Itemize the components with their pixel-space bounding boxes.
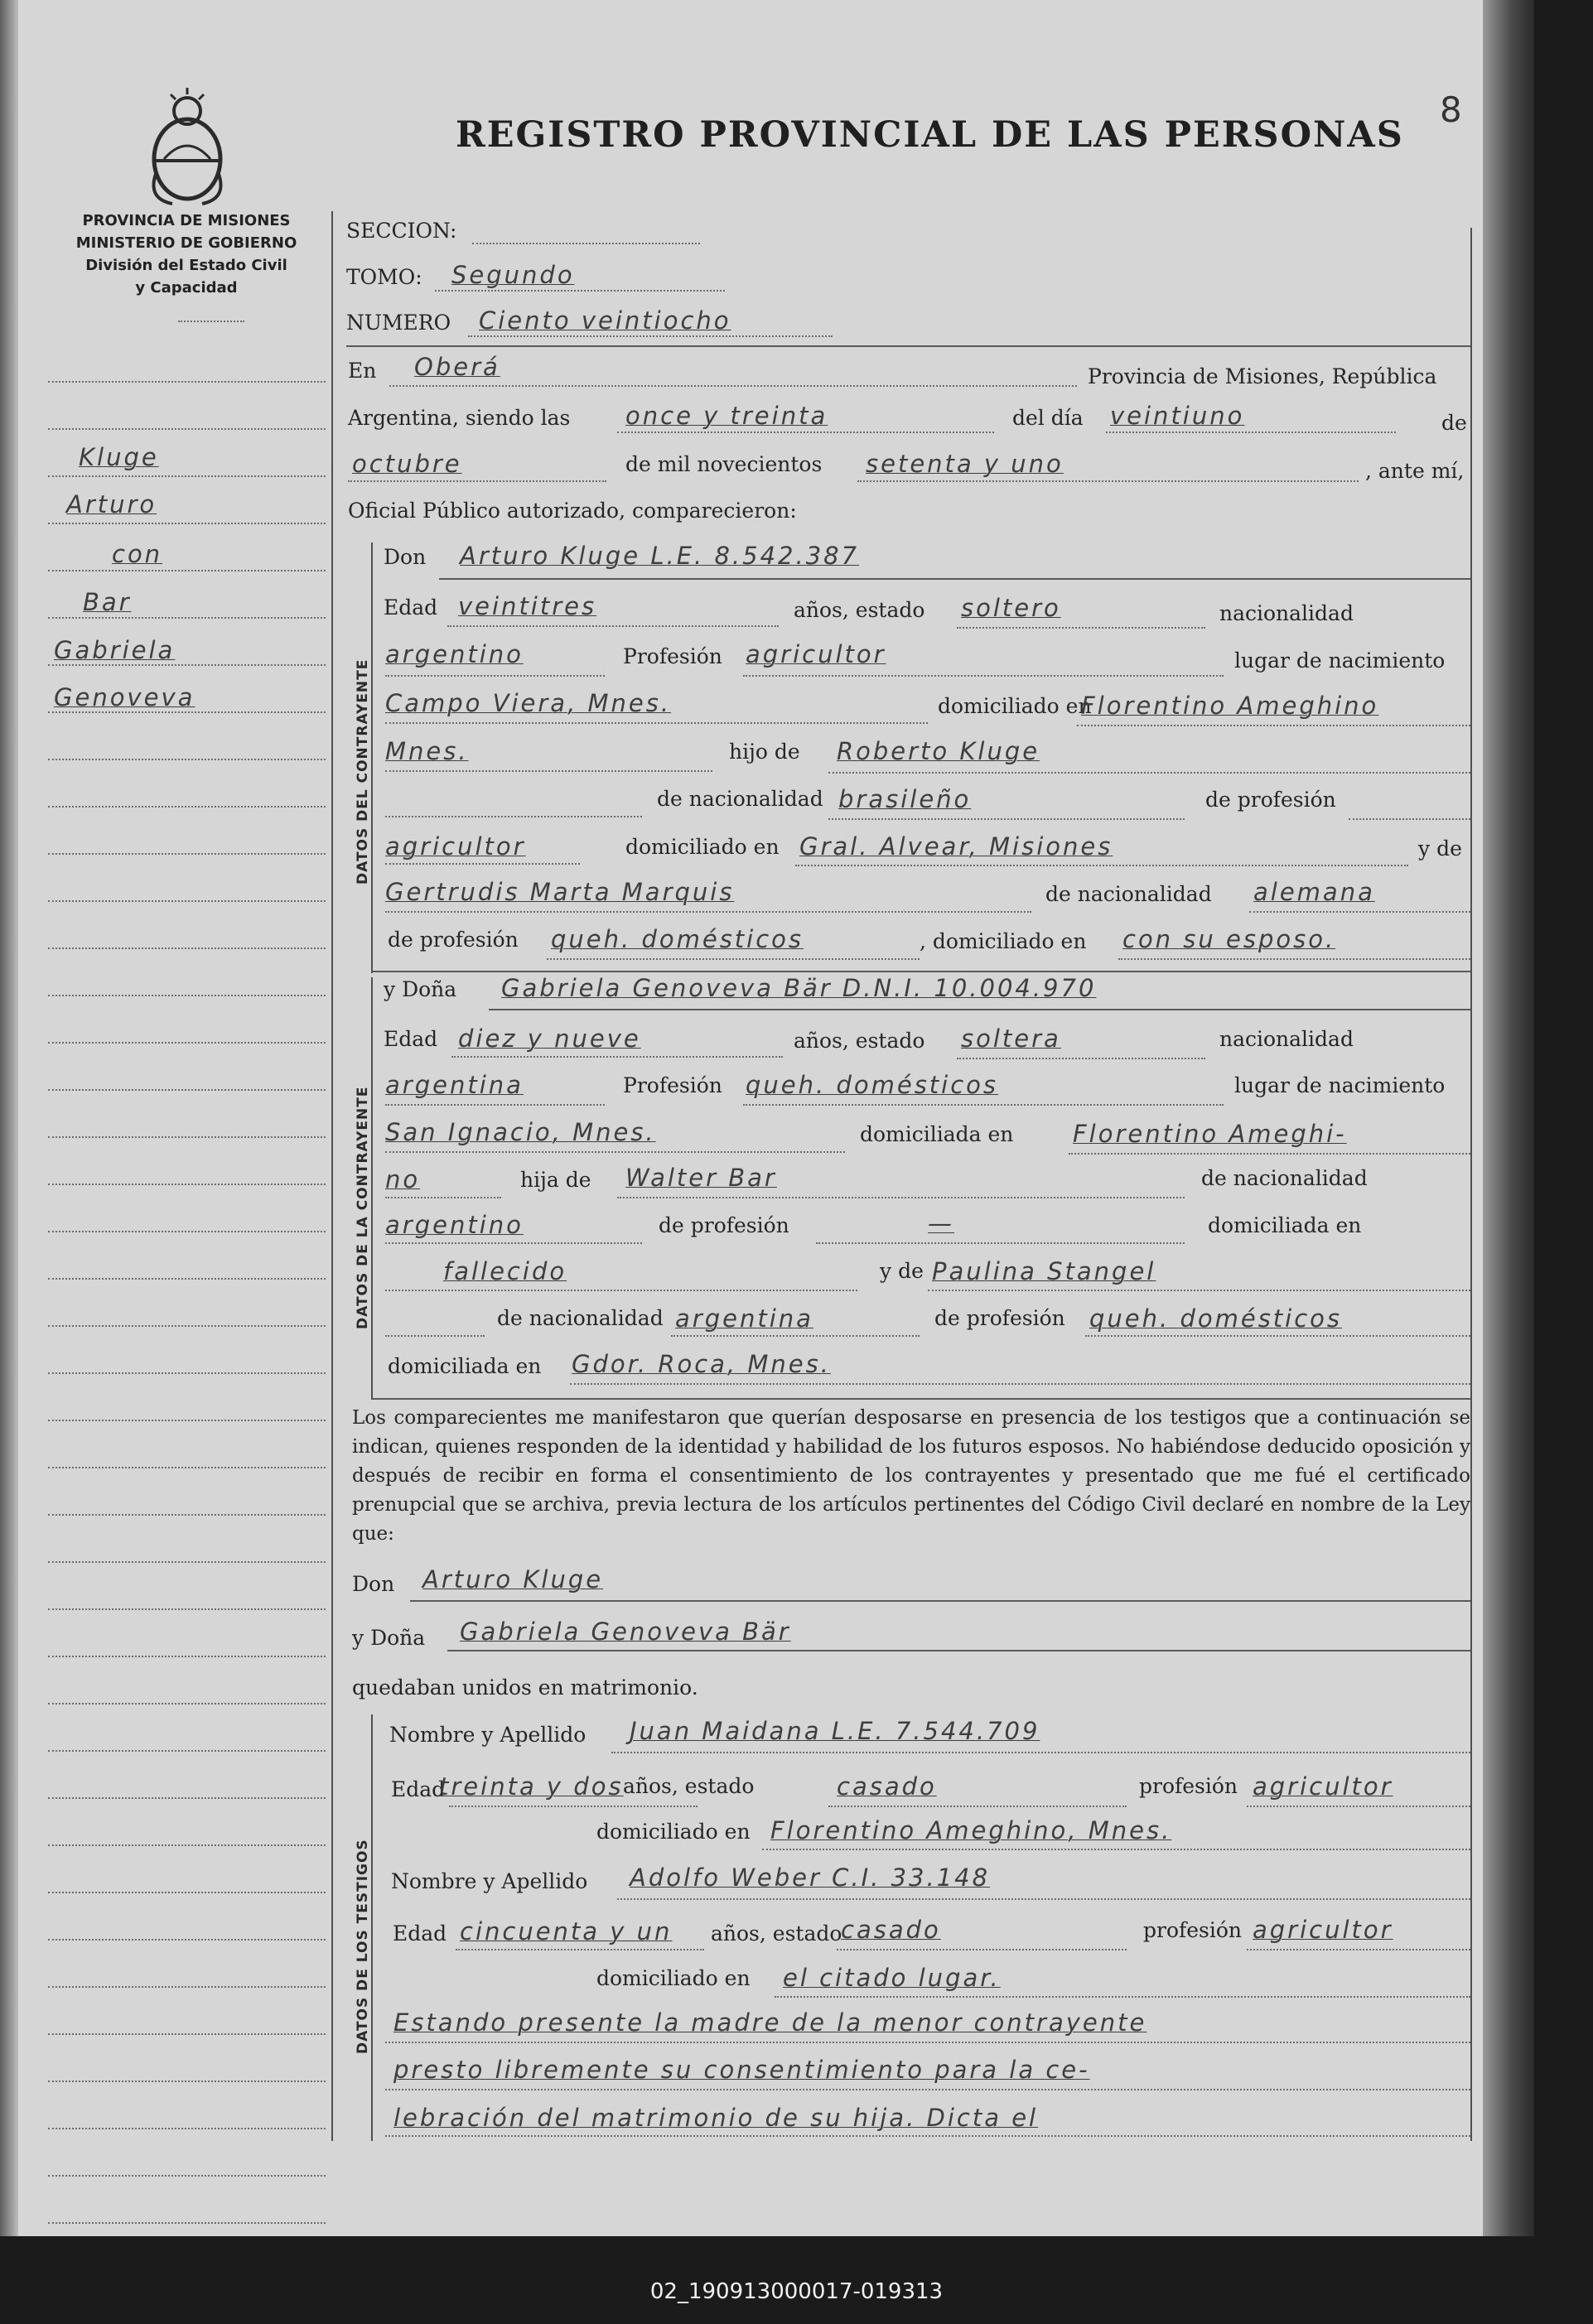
margin-ruled-line [48,475,326,477]
margin-ruled-line [48,995,326,996]
domicilio-cont-field-2[interactable] [385,1197,501,1198]
t2-estado: casado [841,1916,941,1944]
padre-dom-label: domiciliado en [625,835,780,859]
tomo-label: TOMO: [346,265,422,289]
header-rule [346,345,1470,347]
contrayente-profesion: agricultor [746,640,886,668]
contrayenta-edad: diez y nueve [458,1025,641,1053]
margin-ruled-line [48,1844,326,1846]
decl-dona-label: y Doña [352,1626,426,1650]
contrayente-section-label: DATOS DEL CONTRAYENTE [355,658,371,885]
margin-ruled-line [48,1608,326,1610]
madre-nac-label-2: de nacionalidad [497,1306,664,1330]
contrayenta-nacionalidad: argentina [385,1071,524,1099]
t2-estado-label: años, estado [711,1921,842,1946]
don-label: Don [384,545,427,569]
coat-of-arms-icon [139,83,235,207]
margin-ruled-line [48,617,326,619]
contrayente-madre-prof: queh. domésticos [551,925,804,953]
margin-ruled-line [48,2222,326,2224]
t2-estado-field[interactable] [837,1949,1127,1950]
contrayente-madre: Gertrudis Marta Marquis [385,878,735,906]
page-number: 8 [1440,89,1462,130]
margin-ruled-line [48,711,326,713]
padre-prof-field[interactable] [385,863,580,865]
t1-profesion-field[interactable] [1247,1806,1470,1807]
decl-dona-line [447,1650,1470,1651]
madre-dom-label-2: domiciliada en [388,1354,542,1378]
margin-ruled-line [48,1325,326,1327]
anio-field[interactable] [857,480,1359,482]
contrayenta-madre: Paulina Stangel [932,1257,1156,1285]
note-line-3-rule [385,2135,1470,2137]
hora-field[interactable] [617,432,994,433]
margin-ruled-line [48,1278,326,1280]
margin-ruled-line [48,1656,326,1657]
domicilio-field-2[interactable] [1069,1153,1470,1155]
margin-ruled-line [48,2033,326,2035]
t1-edad: treinta y dos [439,1772,624,1801]
margin-ruled-line [48,570,326,571]
edad-label-2: Edad [384,1027,438,1051]
contrayenta-bottom-rule [373,1398,1470,1400]
mes-field[interactable] [348,480,606,482]
padre-field[interactable] [828,772,1470,774]
office-line-division: División del Estado Civil [85,257,287,274]
decl-don-line [410,1600,1470,1602]
dona-label: y Doña [384,977,457,1001]
contrayenta-estado: soltera [961,1025,1061,1053]
numero-label: NUMERO [346,311,451,335]
padre-field-2[interactable] [617,1197,1185,1198]
decl-don-value: Arturo Kluge [422,1565,604,1594]
blank-line-2 [385,1335,485,1337]
hija-label: hija de [520,1168,591,1192]
padre-nac-field-2[interactable] [385,1242,642,1244]
note-line-2: presto libremente su consentimiento para la ce- [393,2056,1090,2084]
contrayente-nacionalidad: argentino [385,640,524,668]
margin-ruled-line [48,1184,326,1185]
contrayenta-padre: Walter Bar [625,1164,777,1192]
t1-estado-label: años, estado [623,1774,755,1798]
testigos-bracket [371,1714,373,2141]
t1-edad-field[interactable] [449,1806,698,1807]
office-header [50,210,323,299]
padre-nac-field[interactable] [828,818,1185,820]
contrayente-padre-nac: brasileño [838,785,972,813]
office-line-province: PROVINCIA DE MISIONES [82,212,291,229]
margin-ruled-line [48,664,326,666]
seccion-field[interactable] [472,243,700,244]
madre-nac-field[interactable] [1249,911,1470,913]
blank-line-1 [385,816,642,817]
t1-estado: casado [837,1772,937,1801]
t1-profesion: agricultor [1253,1772,1393,1801]
profesion-label: Profesión [623,644,722,668]
lugar-field[interactable] [385,722,928,724]
contrayenta-name: Gabriela Genoveva Bär D.N.I. 10.004.970 [501,974,1097,1002]
margin-ruled-line [48,1136,326,1138]
dia-field[interactable] [1106,432,1396,433]
profesion-field[interactable] [743,675,1224,677]
contrayente-domicilio-cont: Mnes. [385,737,469,765]
domiciliada-label: domiciliada en [860,1122,1014,1146]
padre-prof-label: de profesión [1205,788,1336,812]
contrayente-bottom-rule [373,971,1470,972]
margin-ruled-line [48,1042,326,1044]
contrayenta-bracket [371,977,373,1400]
contrayenta-section-label: DATOS DE LA CONTRAYENTE [355,1086,371,1329]
nacionalidad-field[interactable] [385,675,605,677]
contrayenta-domicilio-cont: no [385,1165,421,1193]
contrayenta-madre-nac: argentina [675,1304,813,1333]
image-code-caption: 02_190913000017-019313 [649,2279,944,2304]
margin-ruled-line [48,1750,326,1752]
anio-value: setenta y uno [866,450,1064,478]
t2-nombre-field[interactable] [617,1898,1470,1900]
testigos-section-label: DATOS DE LOS TESTIGOS [355,1839,371,2054]
oficial-label: Oficial Público autorizado, comparecieron: [348,499,797,523]
contrayente-padre: Roberto Kluge [837,737,1040,765]
margin-ruled-line [48,947,326,949]
margin-ruled-line [48,1514,326,1516]
margin-ruled-line [48,1986,326,1988]
decl-closing: quedaban unidos en matrimonio. [352,1675,698,1700]
t1-dom: Florentino Ameghino, Mnes. [770,1816,1172,1844]
office-line-ministry: MINISTERIO DE GOBIERNO [75,234,297,252]
t2-nombre-label: Nombre y Apellido [391,1869,588,1893]
t1-edad-label: Edad [391,1777,446,1801]
lugar-field-2[interactable] [385,1151,845,1153]
nacionalidad-field-2[interactable] [385,1104,605,1106]
contrayenta-madre-prof: queh. domésticos [1089,1304,1343,1333]
margin-ruled-line [48,1089,326,1091]
padre-dom-label-2: domiciliada en [1208,1213,1362,1237]
mes-value: octubre [352,450,462,478]
right-frame-line [1470,228,1472,2141]
padre-nac-label-2: de nacionalidad [1201,1166,1368,1190]
profesion-label-2: Profesión [623,1073,722,1097]
margin-ruled-line [48,428,326,430]
margin-ruled-line [48,759,326,760]
estado-label: años, estado [794,598,925,622]
madre-dom-field[interactable] [1118,958,1470,960]
margin-ruled-line [48,1797,326,1799]
edad-label: Edad [384,595,438,620]
padre-prof-field-2[interactable] [816,1242,1185,1244]
t2-profesion-label: profesión [1143,1918,1243,1942]
en-field[interactable] [389,385,1077,387]
de-label: de [1441,411,1467,435]
t1-dom-field[interactable] [762,1849,1470,1850]
t2-edad: cincuenta y un [460,1917,673,1946]
decl-don-label: Don [352,1572,395,1596]
madre-nac-field-2[interactable] [671,1335,920,1337]
note-line-2-rule [385,2089,1470,2090]
domicilio-field[interactable] [1077,725,1470,726]
margin-ruled-line [48,2128,326,2129]
margin-ruled-line [48,381,326,383]
madre-prof-field[interactable] [547,958,920,960]
margin-ruled-line [48,2081,326,2082]
t2-dom-label: domiciliado en [596,1966,751,1990]
margin-divider [331,211,333,2141]
profesion-field-2[interactable] [743,1104,1224,1106]
margin-ruled-line [48,2175,326,2177]
domiciliado-label: domiciliado en [938,694,1092,718]
t2-profesion-field[interactable] [1247,1949,1470,1950]
note-line-1: Estando presente la madre de la menor contrayente [393,2008,1147,2037]
contrayenta-profesion: queh. domésticos [746,1071,999,1099]
domicilio-cont-field[interactable] [385,770,712,772]
contrayente-madre-nac: alemana [1253,878,1375,906]
madre-nac-label: de nacionalidad [1045,882,1212,906]
nacionalidad-label-2: nacionalidad [1219,1027,1354,1051]
padre-dom-field[interactable] [795,865,1408,866]
margin-note-bride-surname: Bar [83,588,132,616]
padre-nac-label: de nacionalidad [657,787,823,811]
office-underline [178,321,244,322]
estado-field-2[interactable] [957,1058,1205,1059]
decl-dona-value: Gabriela Genoveva Bär [460,1618,791,1646]
seccion-label: SECCION: [346,219,457,243]
y-de-label: y de [1418,837,1462,861]
margin-note-firstname: Arturo [66,490,157,518]
padre-dom-field-2[interactable] [385,1290,857,1291]
margin-note-con: con [112,540,163,568]
dona-line [489,1009,1470,1010]
estado-field[interactable] [957,627,1205,629]
y-de-label-2: y de [880,1259,924,1283]
provincia-text: Provincia de Misiones, República [1088,364,1437,388]
estado-label-2: años, estado [794,1029,925,1053]
t2-nombre: Adolfo Weber C.I. 33.148 [630,1864,991,1892]
page-gutter [0,0,18,2236]
margin-ruled-line [48,1467,326,1468]
margin-ruled-line [48,523,326,524]
hijo-label: hijo de [729,740,800,764]
numero-field[interactable] [468,335,833,337]
contrayente-edad: veintitres [458,592,597,620]
madre-prof-label: de profesión [388,928,519,952]
margin-ruled-line [48,853,326,855]
contrayenta-padre-dom: fallecido [443,1257,567,1285]
book-binding [1483,0,1534,2236]
contrayenta-madre-dom: Gdor. Roca, Mnes. [572,1350,831,1378]
t2-edad-label: Edad [393,1921,447,1946]
margin-ruled-line [48,1420,326,1421]
margin-ruled-line [48,1561,326,1563]
tomo-field[interactable] [435,290,725,292]
en-value: Oberá [414,353,500,381]
margin-ruled-line [48,806,326,808]
note-line-1-rule [385,2042,1470,2043]
t2-dom-field[interactable] [775,1996,1470,1998]
contrayente-estado: soltero [961,594,1061,622]
don-line [439,578,1470,580]
madre-prof-field-2[interactable] [1085,1335,1470,1337]
margin-ruled-line [48,1939,326,1941]
nacionalidad-label: nacionalidad [1219,601,1354,625]
t1-profesion-label: profesión [1139,1774,1238,1798]
note-line-3: lebración del matrimonio de su hija. Dicta el [393,2104,1039,2132]
padre-prof-blank [1349,818,1470,820]
edad-field[interactable] [447,625,779,627]
tomo-value: Segundo [451,261,575,289]
t2-profesion: agricultor [1253,1916,1393,1944]
t1-estado-field[interactable] [828,1806,1127,1807]
margin-ruled-line [48,1703,326,1704]
contrayente-bracket [371,542,373,973]
margin-ruled-line [48,1892,326,1893]
ante-mi-label: , ante mí, [1365,459,1465,483]
contrayenta-lugar: San Ignacio, Mnes. [385,1118,656,1146]
contrayente-madre-dom: con su esposo. [1122,925,1336,953]
margin-note-bride-firstname: Gabriela [54,636,176,664]
contrayente-domicilio: Florentino Ameghino [1081,692,1379,720]
lugar-label: lugar de nacimiento [1234,649,1446,673]
t1-nombre-field[interactable] [611,1752,1470,1753]
argentina-label: Argentina, siendo las [348,406,571,430]
contrayente-padre-dom: Gral. Alvear, Misiones [799,832,1113,861]
document-title: REGISTRO PROVINCIAL DE LAS PERSONAS [456,114,1404,156]
contrayente-padre-prof: agricultor [385,832,526,861]
del-dia-label: del día [1012,406,1084,430]
margin-note-surname: Kluge [79,443,159,471]
mil-label: de mil novecientos [625,452,823,476]
margin-note-bride-middlename: Genoveva [54,683,196,711]
margin-ruled-line [48,900,326,902]
t1-nombre: Juan Maidana L.E. 7.544.709 [630,1717,1040,1745]
madre-field[interactable] [385,911,1031,913]
contrayenta-domicilio: Florentino Ameghi- [1073,1120,1347,1148]
madre-prof-label-2: de profesión [934,1306,1065,1330]
margin-ruled-line [48,1231,326,1232]
t2-edad-field[interactable] [456,1949,704,1950]
lugar-label-2: lugar de nacimiento [1234,1073,1446,1097]
margin-ruled-line [48,1372,326,1374]
t2-dom: el citado lugar. [783,1964,1001,1992]
edad-field-2[interactable] [451,1056,783,1058]
declaration-paragraph: Los comparecientes me manifestaron que querían desposarse en presencia de los testigos que a continuación se indican, quienes responden de la identidad y habilidad de los futuros esposos. No habiéndose deducido oposición y después de recibir en forma el consentimiento de los contrayentes y presentado que me fué el certificado prenupcial que se archiva, previa lectura de los artículos pertinentes del Código Civil declaré en nombre de la Ley que: [352,1407,1470,1545]
contrayenta-padre-prof: — [928,1209,954,1237]
dia-value: veintiuno [1110,402,1245,430]
numero-value: Ciento veintiocho [479,306,731,335]
madre-dom-field-2[interactable] [570,1383,1470,1385]
t1-dom-label: domiciliado en [596,1820,751,1844]
padre-prof-label-2: de profesión [659,1213,789,1237]
contrayente-lugar: Campo Viera, Mnes. [385,689,672,717]
contrayenta-padre-nac: argentino [385,1211,524,1239]
t1-nombre-label: Nombre y Apellido [389,1723,587,1747]
contrayente-name: Arturo Kluge L.E. 8.542.387 [460,542,860,570]
madre-dom-label: , domiciliado en [920,929,1087,953]
hora-value: once y treinta [625,402,828,430]
madre-field-2[interactable] [928,1290,1470,1291]
office-line-capacity: y Capacidad [135,279,238,297]
en-label: En [348,359,377,383]
